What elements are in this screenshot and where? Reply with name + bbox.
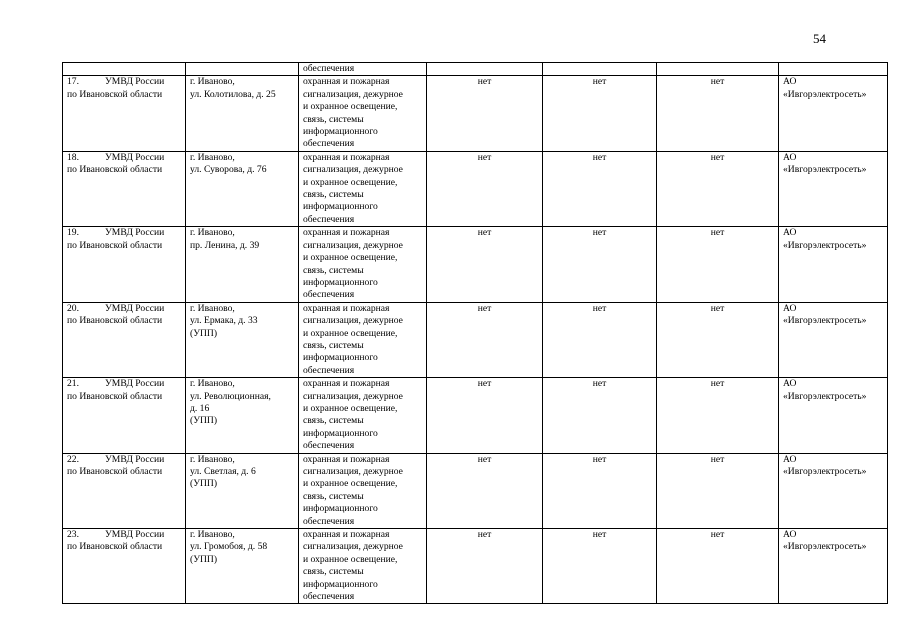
purpose-line: информационного	[303, 201, 378, 213]
org-line-1: УМВД России	[105, 76, 165, 88]
col5-cell	[543, 151, 657, 226]
col6-cell	[657, 453, 779, 528]
purpose-line: охранная и пожарная	[303, 378, 390, 390]
org-line-2: по Ивановской области	[67, 315, 163, 327]
col4-cell	[427, 529, 543, 604]
purpose-cell	[299, 378, 427, 453]
purpose-line: обеспечения	[303, 515, 355, 527]
org-line-2: по Ивановской области	[67, 541, 163, 553]
col6-cell	[657, 529, 779, 604]
address-line: ул. Ермака, д. 33	[190, 315, 258, 327]
address-cell	[186, 227, 299, 302]
purpose-line: и охранное освещение,	[303, 478, 398, 490]
table-row	[63, 529, 888, 604]
address-line: ул. Революционная,	[190, 390, 271, 402]
purpose-line: обеспечения	[303, 289, 355, 301]
address-cell	[186, 76, 299, 151]
purpose-line: и охранное освещение,	[303, 553, 398, 565]
col6-cell	[657, 227, 779, 302]
purpose-line: информационного	[303, 276, 378, 288]
col5-cell	[543, 76, 657, 151]
purpose-line: связь, системы	[303, 189, 364, 201]
org-line-2: по Ивановской области	[67, 88, 163, 100]
org-cell	[63, 302, 186, 377]
purpose-line: охранная и пожарная	[303, 529, 390, 541]
row-number: 19.	[67, 227, 79, 239]
col5-value: нет	[592, 378, 607, 390]
owner-line-1: АО	[783, 529, 797, 541]
purpose-line: охранная и пожарная	[303, 151, 390, 163]
col6-cell	[657, 151, 779, 226]
owner-line-2: «Ивгорэлектросеть»	[783, 88, 867, 100]
col4-cell	[427, 227, 543, 302]
col5-cell	[543, 227, 657, 302]
col6-cell	[657, 302, 779, 377]
col4-cell	[427, 151, 543, 226]
col5-cell	[543, 529, 657, 604]
col4-cell	[427, 378, 543, 453]
org-cell	[63, 378, 186, 453]
purpose-cell	[299, 76, 427, 151]
facilities-table	[62, 62, 888, 604]
owner-cell	[779, 302, 888, 377]
col4-cell	[427, 76, 543, 151]
page-number: 54	[813, 31, 826, 46]
table-row	[63, 227, 888, 302]
col4-value: нет	[477, 76, 492, 88]
org-line-1: УМВД России	[105, 302, 165, 314]
col5-value: нет	[592, 227, 607, 239]
col5-cell	[543, 302, 657, 377]
address-cell	[186, 151, 299, 226]
col6-value: нет	[710, 529, 725, 541]
address-cell	[186, 453, 299, 528]
purpose-line: информационного	[303, 427, 378, 439]
purpose-line: связь, системы	[303, 566, 364, 578]
purpose-line: охранная и пожарная	[303, 302, 390, 314]
purpose-line: сигнализация, дежурное	[303, 541, 403, 553]
purpose-line: сигнализация, дежурное	[303, 239, 403, 251]
row-number: 17.	[67, 76, 79, 88]
col5-value: нет	[592, 76, 607, 88]
col6-cell	[657, 76, 779, 151]
owner-cell	[779, 529, 888, 604]
address-cell	[186, 302, 299, 377]
col4-value: нет	[477, 227, 492, 239]
purpose-line: связь, системы	[303, 113, 364, 125]
purpose-line: и охранное освещение,	[303, 176, 398, 188]
continuation-row	[63, 63, 888, 76]
col6-value: нет	[710, 76, 725, 88]
org-line-1: УМВД России	[105, 227, 165, 239]
address-line: г. Иваново,	[190, 378, 235, 390]
address-line: ул. Колотилова, д. 25	[190, 88, 276, 100]
purpose-line: охранная и пожарная	[303, 227, 390, 239]
col5-value: нет	[592, 453, 607, 465]
org-cell	[63, 151, 186, 226]
col4-cell	[427, 453, 543, 528]
purpose-cell	[299, 529, 427, 604]
purpose-cell	[299, 151, 427, 226]
col6-value: нет	[710, 378, 725, 390]
address-line: (УПП)	[190, 415, 218, 427]
col5-value: нет	[592, 302, 607, 314]
purpose-cell: обеспечения	[299, 63, 427, 76]
purpose-line: информационного	[303, 578, 378, 590]
col5-cell	[543, 378, 657, 453]
address-line: (УПП)	[190, 478, 218, 490]
org-line-1: УМВД России	[105, 453, 165, 465]
col4-value: нет	[477, 453, 492, 465]
purpose-line: обеспечения	[303, 138, 355, 150]
owner-line-1: АО	[783, 76, 797, 88]
purpose-line: и охранное освещение,	[303, 402, 398, 414]
owner-line-1: АО	[783, 302, 797, 314]
address-line: ул. Суворова, д. 76	[190, 164, 267, 176]
purpose-line: и охранное освещение,	[303, 101, 398, 113]
row-number: 22.	[67, 453, 79, 465]
row-number: 23.	[67, 529, 79, 541]
col4-value: нет	[477, 302, 492, 314]
owner-line-1: АО	[783, 453, 797, 465]
purpose-line: сигнализация, дежурное	[303, 466, 403, 477]
owner-line-2: «Ивгорэлектросеть»	[783, 239, 867, 251]
col6-value: нет	[710, 302, 725, 314]
purpose-cell	[299, 453, 427, 528]
purpose-line: сигнализация, дежурное	[303, 315, 403, 327]
owner-cell	[779, 151, 888, 226]
owner-cell	[779, 453, 888, 528]
address-line: г. Иваново,	[190, 453, 235, 465]
org-line-1: УМВД России	[105, 529, 165, 541]
org-cell	[63, 453, 186, 528]
owner-line-1: АО	[783, 378, 797, 390]
col6-value: нет	[710, 227, 725, 239]
row-number: 20.	[67, 302, 79, 314]
address-line: г. Иваново,	[190, 151, 235, 163]
owner-cell	[779, 76, 888, 151]
purpose-line: обеспечения	[303, 440, 355, 452]
org-cell	[63, 529, 186, 604]
col5-value: нет	[592, 151, 607, 163]
purpose-line: обеспечения	[303, 213, 355, 225]
owner-line-2: «Ивгорэлектросеть»	[783, 164, 867, 176]
purpose-cell	[299, 302, 427, 377]
address-cell	[186, 529, 299, 604]
purpose-line: связь, системы	[303, 264, 364, 276]
col4-value: нет	[477, 378, 492, 390]
purpose-line: информационного	[303, 352, 378, 364]
row-number: 18.	[67, 151, 79, 163]
org-line-1: УМВД России	[105, 151, 165, 163]
purpose-line: и охранное освещение,	[303, 327, 398, 339]
col6-cell	[657, 378, 779, 453]
org-line-1: УМВД России	[105, 378, 165, 390]
purpose-line: сигнализация, дежурное	[303, 390, 403, 402]
address-line: (УПП)	[190, 327, 218, 339]
address-line: (УПП)	[190, 553, 218, 565]
table-row	[63, 378, 888, 453]
col4-value: нет	[477, 529, 492, 541]
owner-line-2: «Ивгорэлектросеть»	[783, 466, 867, 477]
org-line-2: по Ивановской области	[67, 390, 163, 402]
row-number: 21.	[67, 378, 79, 390]
purpose-line: обеспечения	[303, 364, 355, 376]
purpose-line: обеспечения	[303, 591, 355, 603]
col4-value: нет	[477, 151, 492, 163]
col5-cell	[543, 453, 657, 528]
col5-value: нет	[592, 529, 607, 541]
purpose-line: охранная и пожарная	[303, 453, 390, 465]
org-cell	[63, 76, 186, 151]
org-line-2: по Ивановской области	[67, 239, 163, 251]
address-line: ул. Светлая, д. 6	[190, 466, 256, 477]
owner-line-2: «Ивгорэлектросеть»	[783, 315, 867, 327]
col6-value: нет	[710, 151, 725, 163]
col4-cell	[427, 302, 543, 377]
org-line-2: по Ивановской области	[67, 466, 163, 477]
address-line: г. Иваново,	[190, 76, 235, 88]
address-line: пр. Ленина, д. 39	[190, 239, 260, 251]
owner-line-1: АО	[783, 151, 797, 163]
address-line: д. 16	[190, 402, 210, 414]
purpose-line: связь, системы	[303, 415, 364, 427]
owner-line-2: «Ивгорэлектросеть»	[783, 541, 867, 553]
purpose-cell	[299, 227, 427, 302]
owner-line-1: АО	[783, 227, 797, 239]
address-line: г. Иваново,	[190, 529, 235, 541]
purpose-line: информационного	[303, 126, 378, 138]
table-row	[63, 151, 888, 226]
purpose-line: связь, системы	[303, 339, 364, 351]
purpose-line: связь, системы	[303, 490, 364, 502]
purpose-line: и охранное освещение,	[303, 252, 398, 264]
owner-cell	[779, 227, 888, 302]
table-row	[63, 302, 888, 377]
table-row	[63, 76, 888, 151]
col6-value: нет	[710, 453, 725, 465]
purpose-line: сигнализация, дежурное	[303, 164, 403, 176]
purpose-line: охранная и пожарная	[303, 76, 390, 88]
address-line: г. Иваново,	[190, 302, 235, 314]
org-cell	[63, 227, 186, 302]
address-line: г. Иваново,	[190, 227, 235, 239]
owner-cell	[779, 378, 888, 453]
address-line: ул. Громобоя, д. 58	[190, 541, 268, 553]
purpose-line: сигнализация, дежурное	[303, 88, 403, 100]
org-line-2: по Ивановской области	[67, 164, 163, 176]
address-cell	[186, 378, 299, 453]
owner-line-2: «Ивгорэлектросеть»	[783, 390, 867, 402]
purpose-line: информационного	[303, 503, 378, 515]
table-row	[63, 453, 888, 528]
